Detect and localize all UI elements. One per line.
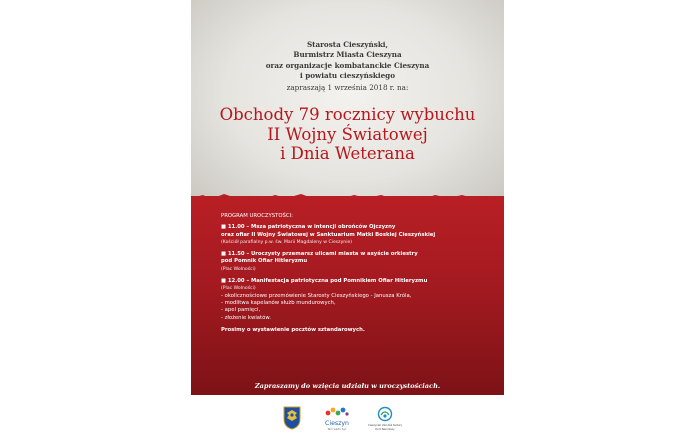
program-event-1100: [221, 224, 496, 246]
organizer-line: i powiatu cieszyńskiego: [299, 71, 396, 81]
sponsor-logos: [191, 400, 504, 442]
title-line: i Dnia Weterana: [280, 144, 415, 163]
torn-edge: [191, 190, 504, 206]
title-line: Obchody 79 rocznicy wybuchu: [219, 105, 476, 124]
event-title-line: ■ 11.50 – Uroczysty przemarsz ulicami miasta w asyście orkiestry: [221, 251, 418, 258]
event-title-line: pod Pomnik Ofiar Hitleryzmu: [221, 258, 308, 265]
event-title-line: ■ 12.00 – Manifestacja patriotyczna pod Pomnikiem Ofiar Hitleryzmu: [221, 278, 428, 285]
event-detail: - modlitwa kapelanów służb mundurowych,: [221, 299, 336, 306]
event-place: (Plac Wolności): [221, 266, 256, 272]
event-detail: - okolicznościowe przemówienie Starosty Cieszyńskiego - Janusza Króla,: [221, 292, 412, 299]
cultural-center-logo-subtext: Dom Narodowy: [375, 428, 395, 431]
cieszyn-logo-text: Cieszyn: [325, 420, 349, 427]
cieszyn-logo-subtext: Tam warto być: [327, 428, 347, 431]
event-title-line: ■ 11.00 – Msza patriotyczna w intencji obrońców Ojczyzny: [221, 224, 396, 231]
program-heading: PROGRAM UROCZYSTOŚCI:: [221, 213, 293, 219]
event-place: (Kościół parafialny p.w. św. Marii Magdaleny w Cieszynie): [221, 239, 353, 245]
event-detail: - złożenie kwiatów.: [221, 314, 271, 321]
program-event-1150: [221, 251, 496, 273]
banner-request: Prosimy o wystawienie pocztów sztandarowych.: [221, 326, 365, 333]
organizer-line: oraz organizacje kombatanckie Cieszyna: [265, 60, 430, 70]
cieszyn-logo-icon: [325, 406, 349, 420]
white-flag-band: [191, 0, 504, 205]
program-section: [221, 213, 496, 334]
county-coat-of-arms-icon: [283, 406, 301, 430]
event-detail: - apel pamięci,: [221, 307, 261, 314]
invitation-date: zapraszają 1 września 2018 r. na:: [286, 82, 409, 92]
event-place: (Plac Wolności): [221, 286, 256, 292]
cultural-center-logo-icon: [377, 406, 393, 422]
event-poster: [191, 0, 504, 442]
title-line: II Wojny Światowej: [267, 124, 428, 144]
event-title: [191, 105, 504, 164]
organizers-header: [191, 40, 504, 93]
organizer-line: Starosta Cieszyński,: [306, 40, 389, 49]
program-event-1200: [221, 278, 496, 322]
event-title-line: oraz ofiar II Wojny Światowej w Sanktuarium Matki Boskiej Cieszyńskiej: [221, 231, 436, 238]
cultural-center-logo-text: Cieszyński Ośrodek Kultury: [368, 424, 402, 427]
organizer-line: Burmistrz Miasta Cieszyna: [293, 50, 402, 60]
invitation-closing: Zapraszamy do wzięcia udziału w uroczystościach.: [254, 382, 441, 390]
